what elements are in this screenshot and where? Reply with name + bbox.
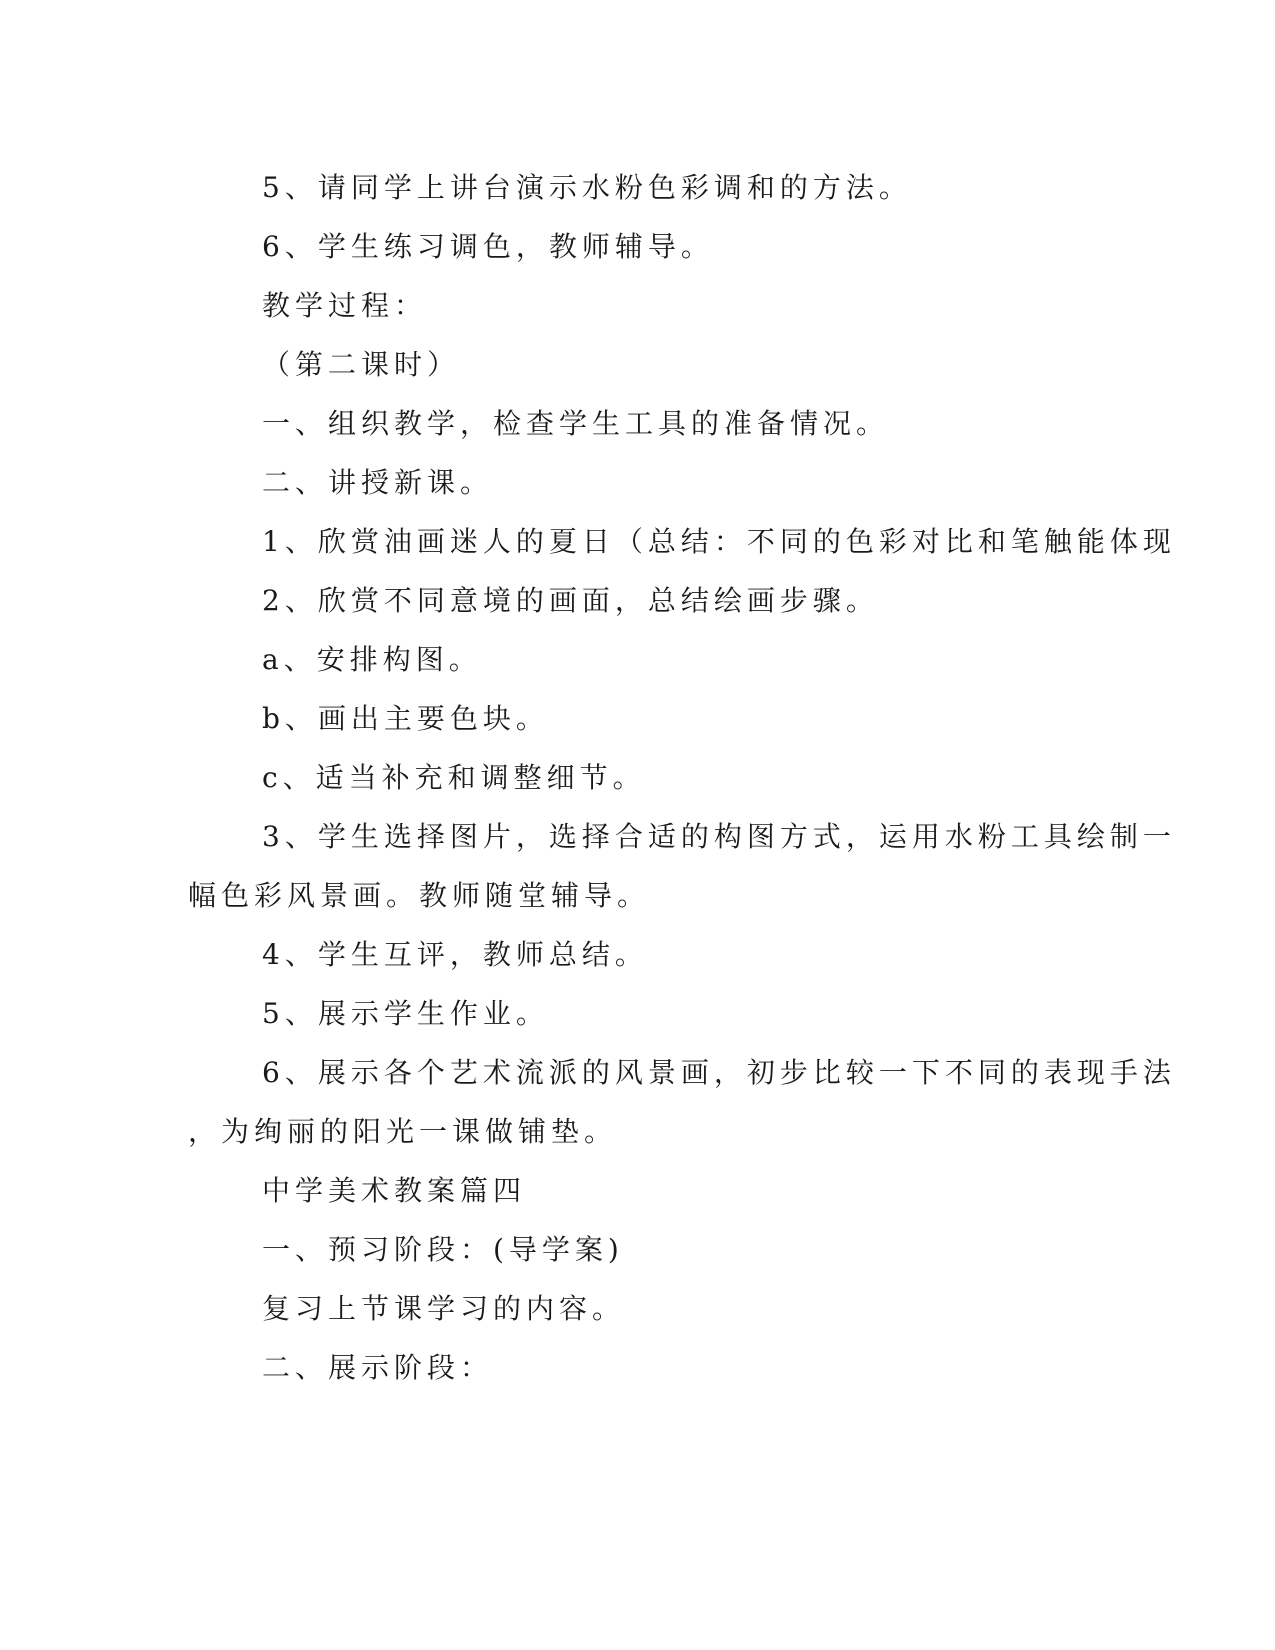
paragraph-step-6-compare: 6、展示各个艺术流派的风景画，初步比较一下不同的表现手法	[262, 1056, 1176, 1089]
paragraph-step-2-steps: 2、欣赏不同意境的画面，总结绘画步骤。	[262, 584, 879, 617]
paragraph-step-3-continued: 幅色彩风景画。教师随堂辅导。	[188, 879, 651, 912]
paragraph-step-b: b、画出主要色块。	[262, 702, 549, 735]
section-new-lesson: 二、讲授新课。	[262, 466, 494, 499]
heading-teaching-process: 教学过程：	[262, 289, 428, 322]
paragraph-step-6-practice: 6、学生练习调色，教师辅导。	[262, 230, 714, 263]
heading-second-period: （第二课时）	[262, 348, 461, 381]
paragraph-step-5-exhibit: 5、展示学生作业。	[262, 997, 549, 1030]
paragraph-step-1-appreciate: 1、欣赏油画迷人的夏日（总结：不同的色彩对比和笔触能体现	[262, 525, 1176, 558]
paragraph-step-6-continued: ，为绚丽的阳光一课做铺垫。	[188, 1115, 618, 1148]
heading-lesson-plan-four: 中学美术教案篇四	[262, 1174, 527, 1207]
paragraph-step-5-demo: 5、请同学上讲台演示水粉色彩调和的方法。	[262, 171, 912, 204]
paragraph-step-a: a、安排构图。	[262, 643, 482, 676]
paragraph-review-previous: 复习上节课学习的内容。	[262, 1292, 626, 1325]
paragraph-step-4-review: 4、学生互评，教师总结。	[262, 938, 648, 971]
section-display-stage: 二、展示阶段：	[262, 1351, 494, 1384]
paragraph-step-c: c、适当补充和调整细节。	[262, 761, 646, 794]
section-organize-teaching: 一、组织教学，检查学生工具的准备情况。	[262, 407, 890, 440]
paragraph-step-3-choose: 3、学生选择图片，选择合适的构图方式，运用水粉工具绘制一	[262, 820, 1176, 853]
section-preview-stage: 一、预习阶段：(导学案)	[262, 1233, 624, 1266]
